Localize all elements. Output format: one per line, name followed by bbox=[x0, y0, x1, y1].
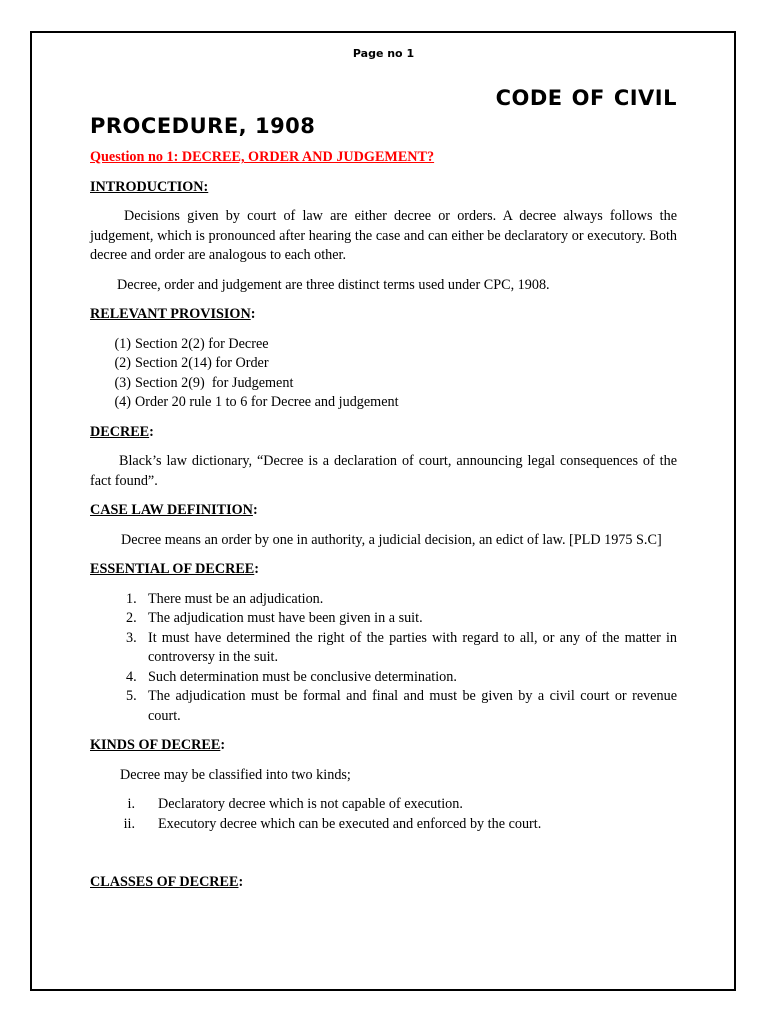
list-item-text: Such determination must be conclusive determination. bbox=[148, 668, 457, 685]
question-heading: Question no 1: DECREE, ORDER AND JUDGEMENT? bbox=[90, 149, 435, 165]
list-marker: 1. bbox=[126, 590, 137, 607]
classes-heading-text: CLASSES OF DECREE bbox=[90, 874, 239, 890]
introduction-heading bbox=[90, 178, 677, 198]
list-item bbox=[90, 629, 677, 668]
heading-colon: : bbox=[220, 737, 226, 753]
kinds-heading-text: KINDS OF DECREE bbox=[90, 737, 221, 753]
kinds-list bbox=[90, 795, 677, 834]
title-word: OF bbox=[571, 86, 605, 110]
classes-heading bbox=[90, 873, 677, 893]
document-title-line2: PROCEDURE, 1908 bbox=[90, 114, 316, 138]
list-item bbox=[90, 815, 677, 835]
list-item-text: Declaratory decree which is not capable of execution. bbox=[158, 796, 463, 812]
case-law-heading bbox=[90, 501, 677, 521]
relevant-provision-heading-text: RELEVANT PROVISION bbox=[90, 306, 251, 322]
heading-colon: : bbox=[252, 502, 258, 518]
heading-colon: : bbox=[149, 423, 154, 440]
list-item bbox=[90, 393, 677, 413]
provision-list bbox=[90, 335, 677, 413]
list-item-text: Order 20 rule 1 to 6 for Decree and judgement bbox=[135, 394, 399, 410]
title-word: CIVIL bbox=[613, 86, 677, 110]
list-item bbox=[90, 374, 677, 394]
list-item-text: Section 2(14) for Order bbox=[135, 355, 269, 371]
title-word: CODE bbox=[495, 86, 563, 110]
list-marker: (2) bbox=[114, 355, 131, 371]
decree-heading-text: DECREE bbox=[90, 423, 150, 440]
list-item bbox=[90, 590, 677, 610]
introduction-paragraph-1: Decisions given by court of law are either decree or orders. A decree always follows the judgement, which is pronounced after hearing the case and can either be declaratory or executory. Both decree and order are analogous to each other. bbox=[90, 208, 677, 263]
document-body bbox=[90, 44, 677, 903]
list-marker: ii. bbox=[123, 815, 135, 832]
list-marker: i. bbox=[127, 796, 135, 812]
list-item bbox=[90, 668, 677, 688]
list-item bbox=[90, 335, 677, 355]
list-marker: 4. bbox=[126, 668, 137, 685]
decree-heading bbox=[90, 423, 677, 443]
list-item bbox=[90, 609, 677, 629]
case-law-paragraph: Decree means an order by one in authority, a judicial decision, an edict of law. [PLD 1975 S.C] bbox=[121, 531, 662, 548]
list-item-text: Section 2(2) for Decree bbox=[135, 335, 269, 352]
heading-colon: : bbox=[238, 874, 244, 890]
list-item-text: The adjudication must be formal and final and must be given by a civil court or revenue court. bbox=[148, 688, 677, 724]
list-item bbox=[90, 354, 677, 374]
introduction-paragraph-2: Decree, order and judgement are three distinct terms used under CPC, 1908. bbox=[117, 276, 550, 293]
list-marker: (4) bbox=[114, 394, 131, 410]
introduction-heading-text: INTRODUCTION: bbox=[90, 178, 209, 195]
list-item bbox=[90, 795, 677, 815]
essential-list bbox=[90, 590, 677, 727]
list-item-text: There must be an adjudication. bbox=[148, 590, 324, 607]
list-marker: (1) bbox=[114, 335, 131, 352]
list-item-text: Executory decree which can be executed and enforced by the court. bbox=[158, 815, 542, 832]
list-marker: (3) bbox=[114, 374, 131, 391]
list-marker: 5. bbox=[126, 688, 137, 704]
decree-paragraph: Black’s law dictionary, “Decree is a declaration of court, announcing legal consequences of the fact found”. bbox=[90, 453, 677, 489]
kinds-paragraph: Decree may be classified into two kinds; bbox=[120, 766, 351, 783]
page-number: Page no 1 bbox=[352, 47, 415, 60]
essential-heading bbox=[90, 560, 677, 580]
essential-heading-text: ESSENTIAL OF DECREE bbox=[90, 561, 255, 577]
list-item-text: Section 2(9) for Judgement bbox=[135, 374, 294, 391]
list-item bbox=[90, 687, 677, 726]
document-title-line1 bbox=[90, 84, 677, 112]
list-marker: 3. bbox=[126, 629, 137, 646]
case-law-heading-text: CASE LAW DEFINITION bbox=[90, 502, 253, 518]
heading-colon: : bbox=[254, 561, 259, 577]
list-item-text: It must have determined the right of the parties with regard to all, or any of the matter in controversy in the suit. bbox=[148, 629, 677, 665]
list-item-text: The adjudication must have been given in a suit. bbox=[148, 610, 423, 626]
list-marker: 2. bbox=[126, 610, 137, 626]
kinds-heading bbox=[90, 736, 677, 756]
heading-colon: : bbox=[250, 306, 256, 322]
relevant-provision-heading bbox=[90, 305, 677, 325]
blank-space bbox=[90, 844, 677, 873]
